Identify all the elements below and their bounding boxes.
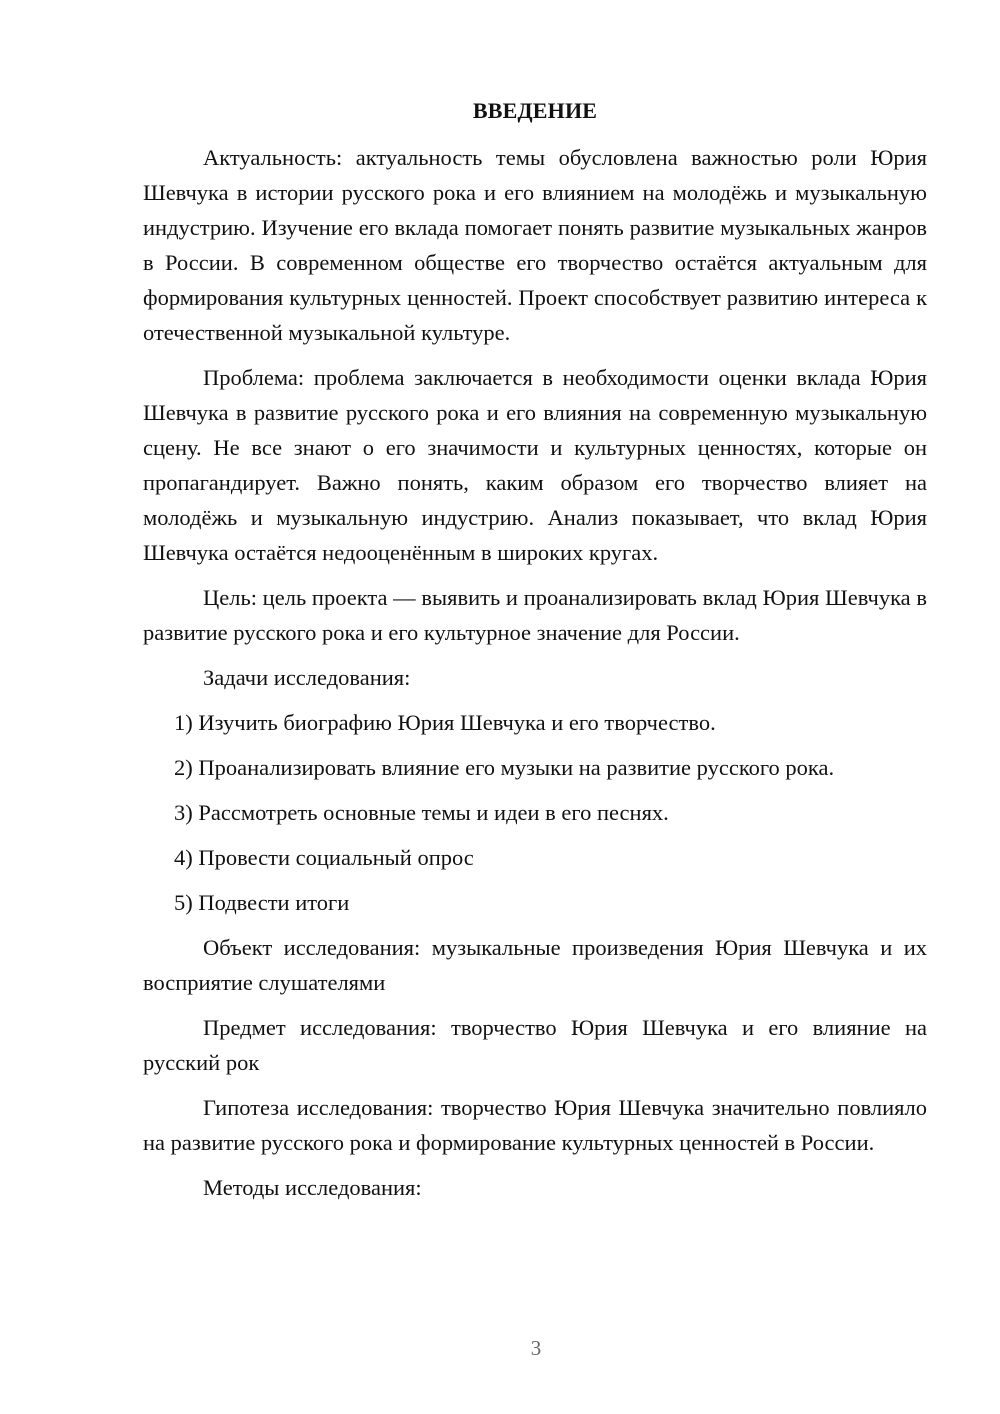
list-item: 5) Подвести итоги	[174, 890, 350, 915]
page-number: 3	[530, 1336, 542, 1360]
tasks-list	[143, 705, 927, 920]
list-item: 1) Изучить биографию Юрия Шевчука и его творчество.	[174, 710, 716, 735]
paragraph-relevance: Актуальность: актуальность темы обусловлена важностью роли Юрия Шевчука в истории русского рока и его влиянием на молодёжь и музыкальную индустрию. Изучение его вклада помогает понять развитие музыкальных жанров в России. В современном обществе его творчество остаётся актуальным для формирования культурных ценностей. Проект способствует развитию интереса к отечественной музыкальной культуре.	[143, 145, 927, 345]
methods-heading: Методы исследования:	[203, 1175, 422, 1200]
paragraph-hypothesis: Гипотеза исследования: творчество Юрия Шевчука значительно повлияло на развитие русского рока и формирование культурных ценностей в России.	[143, 1095, 927, 1155]
page-content	[143, 96, 927, 1215]
list-item: 2) Проанализировать влияние его музыки на развитие русского рока.	[174, 755, 835, 780]
list-item: 3) Рассмотреть основные темы и идеи в его песнях.	[174, 800, 669, 825]
paragraph-subject: Предмет исследования: творчество Юрия Шевчука и его влияние на русский рок	[143, 1015, 927, 1075]
paragraph-object: Объект исследования: музыкальные произведения Юрия Шевчука и их восприятие слушателями	[143, 935, 927, 995]
paragraph-problem: Проблема: проблема заключается в необходимости оценки вклада Юрия Шевчука в развитие русского рока и его влияния на современную музыкальную сцену. Не все знают о его значимости и культурных ценностях, которые он пропагандирует. Важно понять, каким образом его творчество влияет на молодёжь и музыкальную индустрию. Анализ показывает, что вклад Юрия Шевчука остаётся недооценённым в широких кругах.	[143, 365, 927, 565]
section-title: ВВЕДЕНИЕ	[472, 98, 598, 123]
paragraph-goal: Цель: цель проекта — выявить и проанализировать вклад Юрия Шевчука в развитие русского рока и его культурное значение для России.	[143, 585, 927, 645]
list-item: 4) Провести социальный опрос	[174, 845, 474, 870]
tasks-heading: Задачи исследования:	[203, 665, 411, 690]
